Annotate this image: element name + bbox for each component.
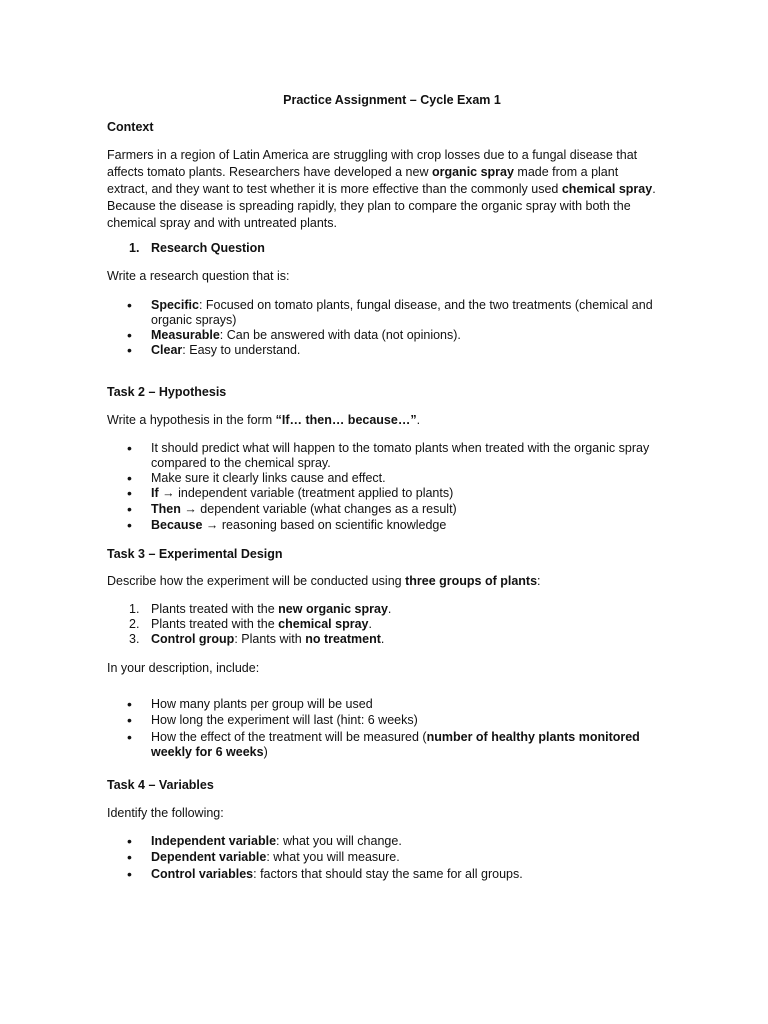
list-item: • Specific: Focused on tomato plants, fungal disease, and the two treatments (chemical and organic sprays) <box>107 298 667 328</box>
list-item: • Independent variable: what you will change. <box>107 834 667 849</box>
task3-groups-list <box>107 602 667 647</box>
list-item: • Control variables: factors that should stay the same for all groups. <box>107 867 667 882</box>
list-item: • Measurable: Can be answered with data (not opinions). <box>107 328 667 343</box>
document-page <box>107 93 667 882</box>
list-item: • How many plants per group will be used <box>107 697 667 712</box>
list-item: 3. Control group: Plants with no treatment. <box>129 632 385 646</box>
context-line-1: Farmers in a region of Latin America are struggling with crop losses due to a fungal disease that <box>107 148 638 162</box>
task1-intro: Write a research question that is: <box>107 269 290 283</box>
list-item: • Clear: Easy to understand. <box>107 343 667 358</box>
list-item: • Then → dependent variable (what changes as a result) <box>107 502 667 517</box>
list-item: 1. Plants treated with the new organic spray. <box>129 602 392 616</box>
context-heading: Context <box>107 120 154 134</box>
context-line-4: Because the disease is spreading rapidly, they plan to compare the organic spray with both the <box>107 199 631 213</box>
task3-include-intro: In your description, include: <box>107 661 260 675</box>
list-item: • Make sure it clearly links cause and effect. <box>107 471 667 486</box>
task2-heading: Task 2 – Hypothesis <box>107 385 227 399</box>
list-item: • How the effect of the treatment will be measured (number of healthy plants monitored weekly for 6 weeks) <box>107 730 667 760</box>
task4-variables-list <box>107 834 667 882</box>
task3-heading: Task 3 – Experimental Design <box>107 547 283 561</box>
list-item: • Dependent variable: what you will measure. <box>107 850 667 865</box>
task2-guidance-list <box>107 441 667 533</box>
list-item: 2. Plants treated with the chemical spray. <box>129 617 372 631</box>
task3-include-list <box>107 697 667 760</box>
task3-intro: Describe how the experiment will be conducted using three groups of plants: <box>107 574 541 588</box>
list-item: • How long the experiment will last (hint: 6 weeks) <box>107 713 667 728</box>
context-line-3: extract, and they want to test whether it is more effective than the commonly used chemical spray. <box>107 182 656 196</box>
document-title: Practice Assignment – Cycle Exam 1 <box>283 93 501 107</box>
list-item: • It should predict what will happen to the tomato plants when treated with the organic spray compared to the chemical spray. <box>107 441 667 471</box>
list-item: • If → independent variable (treatment applied to plants) <box>107 486 667 501</box>
list-item: • Because → reasoning based on scientific knowledge <box>107 518 667 533</box>
task1-heading-list <box>107 241 667 256</box>
task4-intro: Identify the following: <box>107 806 224 820</box>
task1-heading: 1. Research Question <box>129 241 265 255</box>
task4-heading: Task 4 – Variables <box>107 778 214 792</box>
context-paragraph <box>107 148 667 231</box>
context-line-2: affects tomato plants. Researchers have developed a new organic spray made from a plant <box>107 165 619 179</box>
task2-intro: Write a hypothesis in the form “If… then… because…”. <box>107 413 421 427</box>
task1-criteria-list <box>107 298 667 358</box>
context-line-5: chemical spray and with untreated plants. <box>107 216 337 230</box>
